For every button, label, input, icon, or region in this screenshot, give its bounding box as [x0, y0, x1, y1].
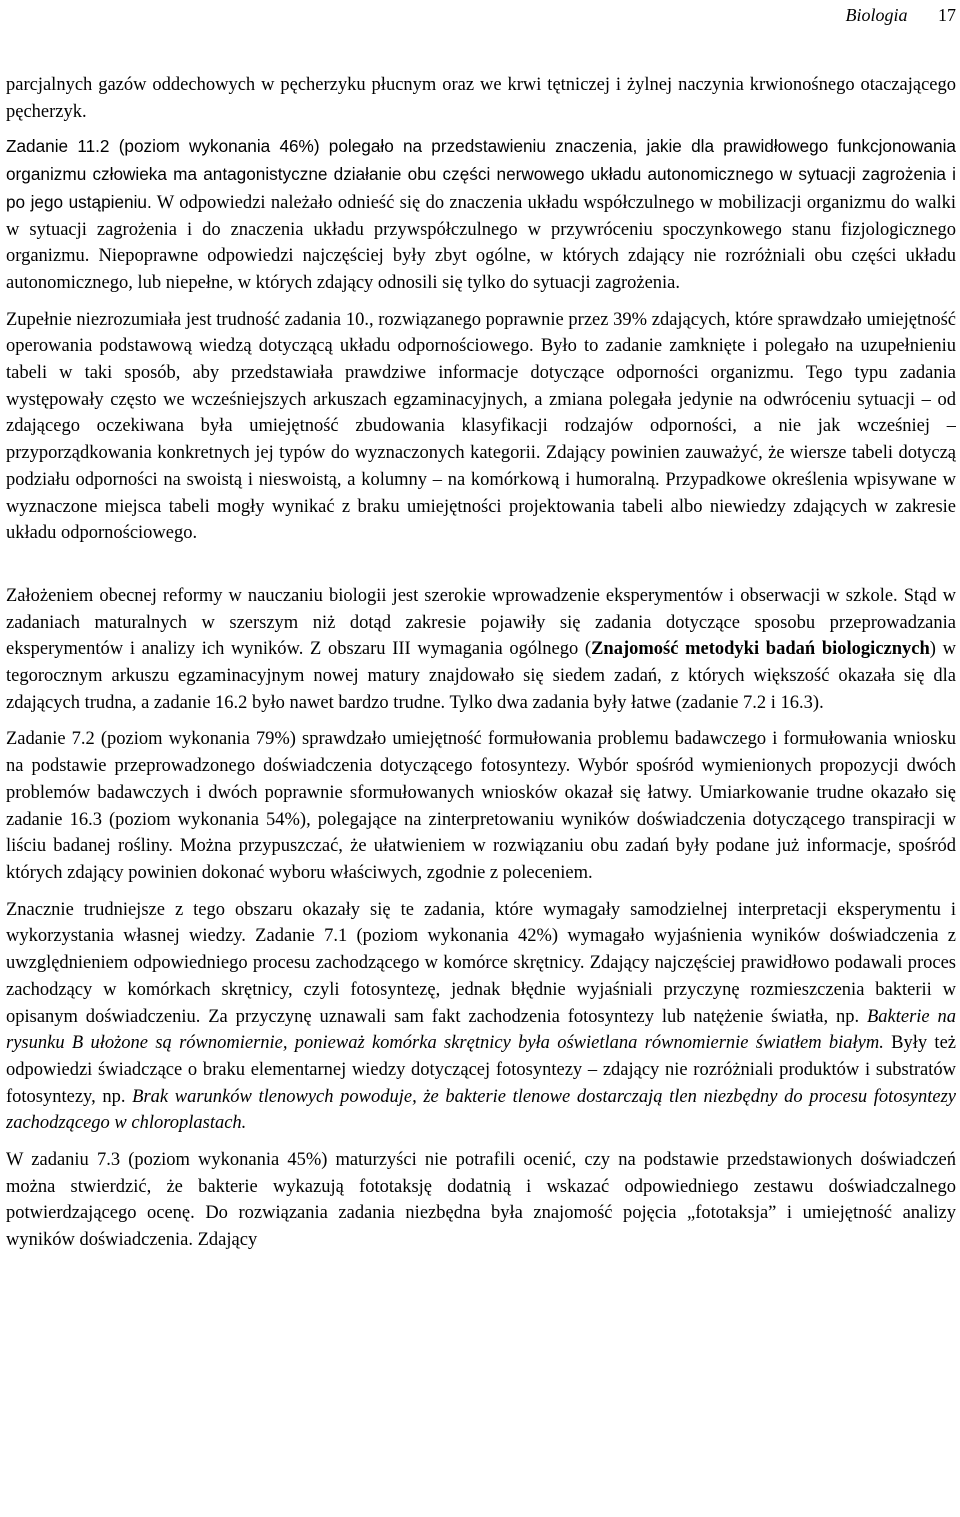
text-run: parcjalnych gazów oddechowych w pęcherzyku płucnym oraz we krwi tętniczej i żylnej naczynia krwionośnego otaczającego pęcherzyk.	[6, 75, 956, 122]
quoted-answer: Bakterie na rysunku B ułożone są równomiernie, ponieważ komórka skrętnicy była oświetlana równomiernie światłem białym.	[6, 1006, 956, 1054]
body-text	[6, 72, 956, 1254]
text-run: Zupełnie niezrozumiała jest trudność zadania 10., rozwiązanego poprawnie przez 39% zdających, które sprawdzało umiejętność operowania podstawową wiedzą dotyczącą układu odpornościowego. Było to zadanie zamknięte i polegało na uzupełnieniu tabeli w taki sposób, aby przedstawiała prawdziwe informacje dotyczące odporności organizmu. Tego typu zadania występowały często we wcześniejszych arkuszach egzaminacyjnych, a zmiana polegała jedynie na odwróceniu sytuacji – od zdającego oczekiwana była umiejętność zbudowania klasyfikacji rodzajów odporności, a nie jak wcześniej – przyporządkowania konkretnych jej typów do wyznaczonych kategorii. Zdający powinien zauważyć, że wiersze tabeli dotyczą podziału odporności na swoistą i nieswoistą, a kolumny – na komórkową i humoralną. Przypadkowe określenia wpisywane w wyznaczone miejsca tabeli mogły wynikać z braku umiejętności projektowania tabeli albo niewiedzy zdających w zakresie układu odpornościowego.	[6, 309, 956, 544]
quoted-answer: Brak warunków tlenowych powoduje, że bakterie tlenowe dostarczają tlen niezbędny do procesu fotosyntezy zachodzącego w chloroplastach.	[6, 1086, 956, 1134]
text-run: Znacznie trudniejsze z tego obszaru okazały się te zadania, które wymagały samodzielnej interpretacji eksperymentu i wykorzystania własnej wiedzy. Zadanie 7.1 (poziom wykonania 42%) wymagało wyjaśnienia wyników doświadczenia z uwzględnieniem odpowiedniego procesu zachodzącego w komórce skrętnicy. Zdający najczęściej prawidłowo podawali proces zachodzący w komórkach skrętnicy, czyli fotosyntezę, jednak błędnie wyjaśniali przyczynę rozmieszczenia bakterii w opisanym doświadczeniu. Za przyczynę uznawali sam fakt zachodzenia fotosyntezy lub natężenie światła, np.	[6, 899, 956, 1027]
paragraph	[6, 133, 956, 296]
text-run: Zadanie 7.2 (poziom wykonania 79%) sprawdzało umiejętność formułowania problemu badawczego i formułowania wniosku na podstawie przeprowadzonego doświadczenia dotyczącego fotosyntezy. Wybór spośród wymienionych propozycji dwóch problemów badawczych i dwóch poprawnie sformułowanych wniosków okazał się łatwy. Umiarkowanie trudne okazało się zadanie 16.3 (poziom wykonania 54%), polegające na zinterpretowaniu wyników doświadczenia dotyczącego transpiracji w liściu badanej rośliny. Można przypuszczać, że ułatwieniem w rozwiązaniu obu zadań były podane już informacje, spośród których zdający powinien dokonać wyboru właściwych, zgodnie z poleceniem.	[6, 729, 956, 883]
bold-phrase: Znajomość metodyki badań biologicznych	[591, 639, 930, 660]
header-section-title: Biologia	[845, 5, 908, 25]
paragraph	[6, 726, 956, 886]
paragraph	[6, 307, 956, 547]
running-header	[846, 4, 957, 26]
paragraph	[6, 583, 956, 717]
text-run: Założeniem obecnej reformy w nauczaniu biologii jest szerokie wprowadzenie eksperymentów i obserwacji w szkole. Stąd w zadaniach maturalnych w szerszym niż dotąd zakresie pojawiły się zadania dotyczące sposobu przeprowadzania eksperymentów i analizy ich wyników. Z obszaru III wymagania ogólnego (	[6, 585, 956, 660]
text-run: Były też odpowiedzi świadczące o braku elementarnej wiedzy dotyczącej fotosyntezy – zdający nie rozróżniali produktów i substratów fotosyntezy, np.	[6, 1033, 956, 1107]
document-page	[6, 0, 956, 1517]
paragraph	[6, 72, 956, 125]
page-number: 17	[938, 5, 956, 25]
text-run: ) w tegorocznym arkuszu egzaminacyjnym nowej matury znajdowało się siedem zadań, z których większość okazała się dla zdających trudna, a zadanie 16.2 było nawet bardzo trudne. Tylko dwa zadania były łatwe (zadanie 7.2 i 16.3).	[6, 639, 956, 713]
text-run: W odpowiedzi należało odnieść się do znaczenia układu współczulnego w mobilizacji organizmu do walki w sytuacji zagrożenia i do znaczenia układu przywspółczulnego w przywróceniu spoczynkowego stanu fizjologicznego organizmu. Niepoprawne odpowiedzi najczęściej były zbyt ogólne, w których zdający nie rozróżniali obu części układu autonomicznego, lub niepełne, w których zdający odnosili się tylko do sytuacji zagrożenia.	[6, 192, 956, 293]
text-run: Zadanie 11.2 (poziom wykonania 46%) polegało na przedstawieniu znaczenia, jakie dla prawidłowego funkcjonowania organizmu człowieka ma antagonistyczne działanie obu części nerwowego układu autonomicznego w sytuacji zagrożenia i po jego ustąpieniu.	[6, 136, 956, 212]
paragraph	[6, 1147, 956, 1254]
paragraph	[6, 897, 956, 1137]
text-run: W zadaniu 7.3 (poziom wykonania 45%) maturzyści nie potrafili ocenić, czy na podstawie przedstawionych doświadczeń można stwierdzić, że bakterie wykazują fototaksję dodatnią i wskazać odpowiedniego zestawu doświadczalnego potwierdzającego ocenę. Do rozwiązania zadania niezbędna była znajomość pojęcia „fototaksja” i umiejętność analizy wyników doświadczenia. Zdający	[6, 1150, 956, 1251]
